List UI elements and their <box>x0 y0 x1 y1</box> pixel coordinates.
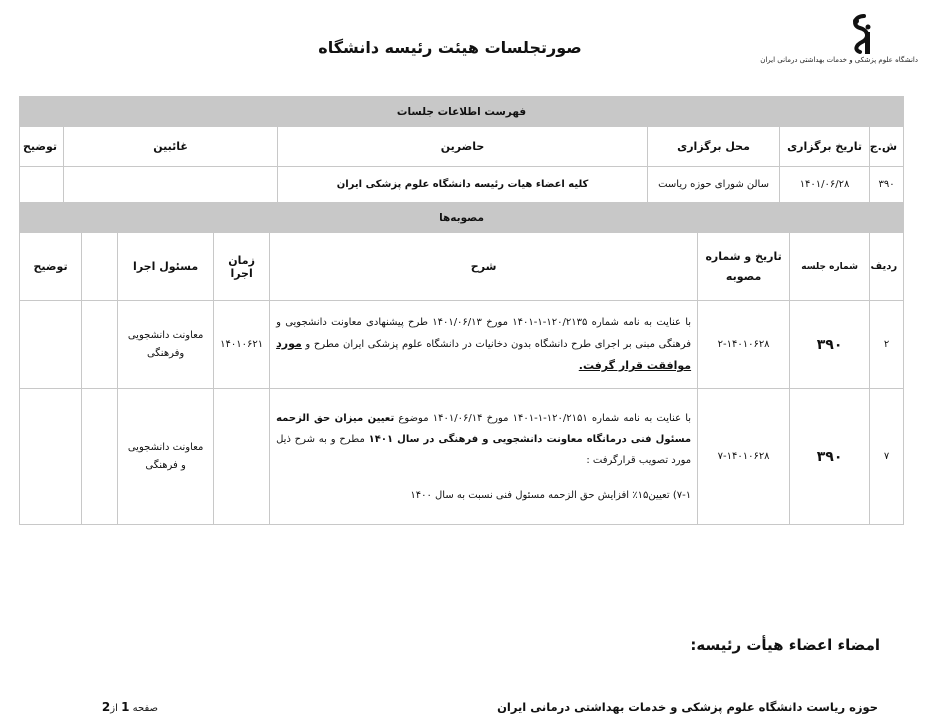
document-title: صورتجلسات هیئت رئیسه دانشگاه <box>318 38 582 57</box>
logo-caption: دانشگاه علوم پزشکی و خدمات بهداشتی درمانی ایران <box>760 56 918 64</box>
responsible-unit: معاونت دانشجویی و فرهنگی <box>118 389 214 525</box>
resolution-notes <box>20 389 82 525</box>
resolution-date-number: ۲-۱۴۰۱۰۶۲۸ <box>698 301 790 389</box>
footer-organization: حوزه ریاست دانشگاه علوم پزشکی و خدمات بهداشتی درمانی ایران <box>497 700 878 714</box>
page-word: صفحه <box>132 703 158 714</box>
description-text: با عنایت به نامه شماره ۱۲۰/۲۱۵۱-۱-۱۴۰۱ مورخ ۱۴۰۱/۰۶/۱۴ موضوع <box>398 412 692 424</box>
resolution-description <box>270 301 698 389</box>
row-number: ۷ <box>870 389 904 525</box>
resolution-notes <box>20 301 82 389</box>
description-text-end: مطرح و به شرح ذیل مورد تصویب قرارگرفت : <box>276 433 692 466</box>
col-execution-time: زمان اجرا <box>214 233 270 301</box>
execution-time <box>214 389 270 525</box>
col-responsible: مسئول اجرا <box>118 233 214 301</box>
col-meeting-notes: توضیح <box>20 127 64 167</box>
session-number: ۳۹۰ <box>790 301 870 389</box>
meeting-place: سالن شورای حوزه ریاست <box>648 167 780 203</box>
col-meeting-place: محل برگزاری <box>648 127 780 167</box>
page-number <box>88 700 158 714</box>
col-session: شماره جلسه <box>790 233 870 301</box>
description-item: ۷-۱) تعیین۱۵٪ افزایش حق الزحمه مسئول فنی نسبت به سال ۱۴۰۰ <box>410 489 692 501</box>
resolutions-section-title: مصوبه‌ها <box>20 203 904 233</box>
meeting-info-table <box>19 96 904 203</box>
description-text: با عنایت به نامه شماره ۱۲۰/۲۱۳۵-۱-۱۴۰۱ مورخ ۱۴۰۱/۰۶/۱۳ طرح پیشنهادی معاونت دانشجویی و فرهنگی مبنی بر اجرای طرح دانشگاه بدون دخانیات در دانشگاه علوم پزشکی ایران مطرح و <box>276 317 692 350</box>
col-resolution-notes: توضیح <box>20 233 82 301</box>
meeting-number: ۳۹۰ <box>870 167 904 203</box>
session-number: ۳۹۰ <box>790 389 870 525</box>
col-empty <box>82 233 118 301</box>
page-total: 2 <box>101 700 111 714</box>
meeting-absent <box>64 167 278 203</box>
page-current: 1 <box>121 700 130 714</box>
execution-time: ۱۴۰۱۰۶۲۱ <box>214 301 270 389</box>
meeting-date: ۱۴۰۱/۰۶/۲۸ <box>780 167 870 203</box>
empty-cell <box>82 301 118 389</box>
col-description: شرح <box>270 233 698 301</box>
responsible-unit: معاونت دانشجویی وفرهنگی <box>118 301 214 389</box>
signatures-label: امضاء اعضاء هیأت رئیسه: <box>690 636 880 654</box>
col-row: ردیف <box>870 233 904 301</box>
meeting-info-section-title: فهرست اطلاعات جلسات <box>20 97 904 127</box>
description-subject: تعیین میزان حق الزحمه مسئول فنی درمانگاه معاونت دانشجویی و فرهنگی در سال ۱۴۰۱ <box>276 412 692 445</box>
table-row <box>20 389 904 525</box>
col-meeting-number: ش.ج <box>870 127 904 167</box>
resolutions-table <box>19 202 904 525</box>
page-of: از <box>110 703 118 714</box>
col-absent: غائبین <box>64 127 278 167</box>
col-meeting-date: تاریخ برگزاری <box>780 127 870 167</box>
resolution-date-number: ۷-۱۴۰۱۰۶۲۸ <box>698 389 790 525</box>
meeting-present: کلیه اعضاء هیات رئیسه دانشگاه علوم پزشکی ایران <box>278 167 648 203</box>
table-row <box>20 301 904 389</box>
resolution-description <box>270 389 698 525</box>
col-present: حاضرین <box>278 127 648 167</box>
description-decision: مورد موافقت قرار گرفت. <box>276 337 692 372</box>
col-resolution-date-number: تاریخ و شماره مصوبه <box>698 233 790 301</box>
row-number: ۲ <box>870 301 904 389</box>
meeting-notes <box>20 167 64 203</box>
empty-cell <box>82 389 118 525</box>
